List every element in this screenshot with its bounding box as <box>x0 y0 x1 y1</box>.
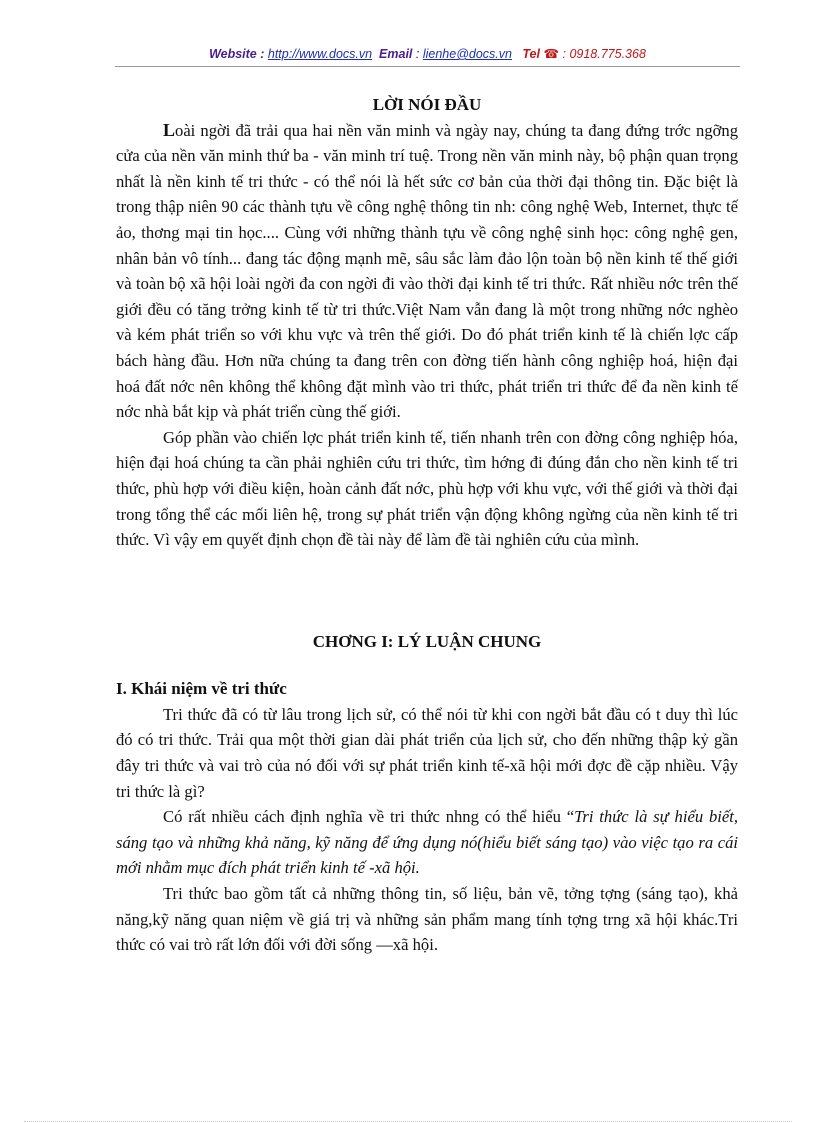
phone-number: : 0918.775.368 <box>559 47 646 61</box>
email-separator: : <box>412 47 423 61</box>
footer-divider <box>24 1121 792 1122</box>
definition-quote: Tri thức là sự hiểu biết, sáng tạo và những khả năng, kỹ năng để ứng dụng nó(hiểu biết sáng tạo) vào việc tạo ra cái mới nhằm mục đích phát triển kinh tế -xã hội. <box>116 807 738 878</box>
header-divider <box>115 66 740 67</box>
document-title: LỜI NÓI ĐẦU <box>372 95 482 114</box>
page-header <box>115 46 740 61</box>
section-paragraph-2 <box>116 804 738 881</box>
section-paragraph-1: Tri thức đã có từ lâu trong lịch sử, có thể nói từ khi con ngời bắt đầu có t duy thì lúc đó có tri thức. Trải qua một thời gian dài phát triển của lịch sử, cho đến những thập kỷ gần đây tri thức và vai trò của nó đối với sự phát triển kinh tế-xã hội mới đợc đề cặp nhiều. Vậy tri thức là gì? <box>116 704 738 801</box>
preface-paragraph-1 <box>116 118 738 425</box>
email-label: Email <box>379 47 413 61</box>
website-label: Website : <box>209 47 268 61</box>
email-link[interactable]: lienhe@docs.vn <box>422 47 512 61</box>
document-body <box>116 92 738 958</box>
website-link[interactable]: http://www.docs.vn <box>267 47 373 61</box>
spacer <box>116 553 738 629</box>
spacer <box>116 654 738 676</box>
section-heading: I. Khái niệm về tri thức <box>116 679 287 699</box>
section-paragraph-3: Tri thức bao gồm tất cả những thông tin, số liệu, bản vẽ, tởng tợng (sáng tạo), khả năng,kỹ năng quan niệm về giá trị và những sản phẩm mang tính tợng trng xã hội khác.Tri thức có vai trò rất lớn đối với đời sống —xã hội. <box>116 884 738 955</box>
chapter-title: CHƠNG I: LÝ LUẬN CHUNG <box>312 631 542 651</box>
section-paragraph-2-text: Có rất nhiều cách định nghĩa về tri thức nhng có thể hiểu “ <box>163 807 575 827</box>
preface-paragraph-2: Góp phần vào chiến lợc phát triển kinh tế, tiến nhanh trên con đờng công nghiệp hóa, hiện đại hoá chúng ta cần phải nghiên cứu tri thức, tìm hớng đi đúng đắn cho nền kinh tế tri thức, phù hợp với điều kiện, hoàn cảnh đất nớc, phù hợp với khu vực, với thế giới và thời đại trong tổng thể các mối liên hệ, trong sự phát triển vận động không ngừng của nền kinh tế tri thức. Vì vậy em quyết định chọn đề tài này để làm đề tài nghiên cứu của mình. <box>116 427 738 550</box>
preface-paragraph-1-text: oài ngời đã trải qua hai nền văn minh và ngày nay, chúng ta đang đứng trớc ngỡng cửa của nền văn minh thứ ba - văn minh trí tuệ. Trong nền văn minh này, bộ phận quan trọng nhất là nền kinh tế tri thức - có thể nói là hết sức cơ bản của thời đại thông tin. Đặc biệt là trong thập niên 90 các thành tựu về công nghệ thông tin nh: công nghệ Web, Internet, thực tế ảo, thơng mại tin học.... Cùng với những thành tựu về công nghệ sinh học: công nghệ gen, nhân bản vô tính... đang tác động mạnh mẽ, sâu sắc làm đảo lộn toàn bộ nền kinh tế thế giới và toàn bộ xã hội loài ngời đa con ngời đi vào thời đại kinh tế tri thức. Rất nhiều nớc trên thế giới đều có tăng trởng kinh tế từ tri thức.Việt Nam vẫn đang là một trong những nớc nghèo và kém phát triển so với khu vực và trên thế giới. Do đó phát triển kinh tế là chiến lợc cấp bách hàng đầu. Hơn nữa chúng ta đang trên con đờng tiến hành công nghiệp hoá, hiện đại hoá đất nớc nên không thể không đặt mình vào tri thức, phát triển tri thức để đa nền kinh tế nớc nhà bắt kịp và phát triển cùng thế giới. <box>116 120 738 422</box>
dropcap-letter: L <box>163 119 176 140</box>
phone-label: Tel ☎ <box>522 47 560 61</box>
